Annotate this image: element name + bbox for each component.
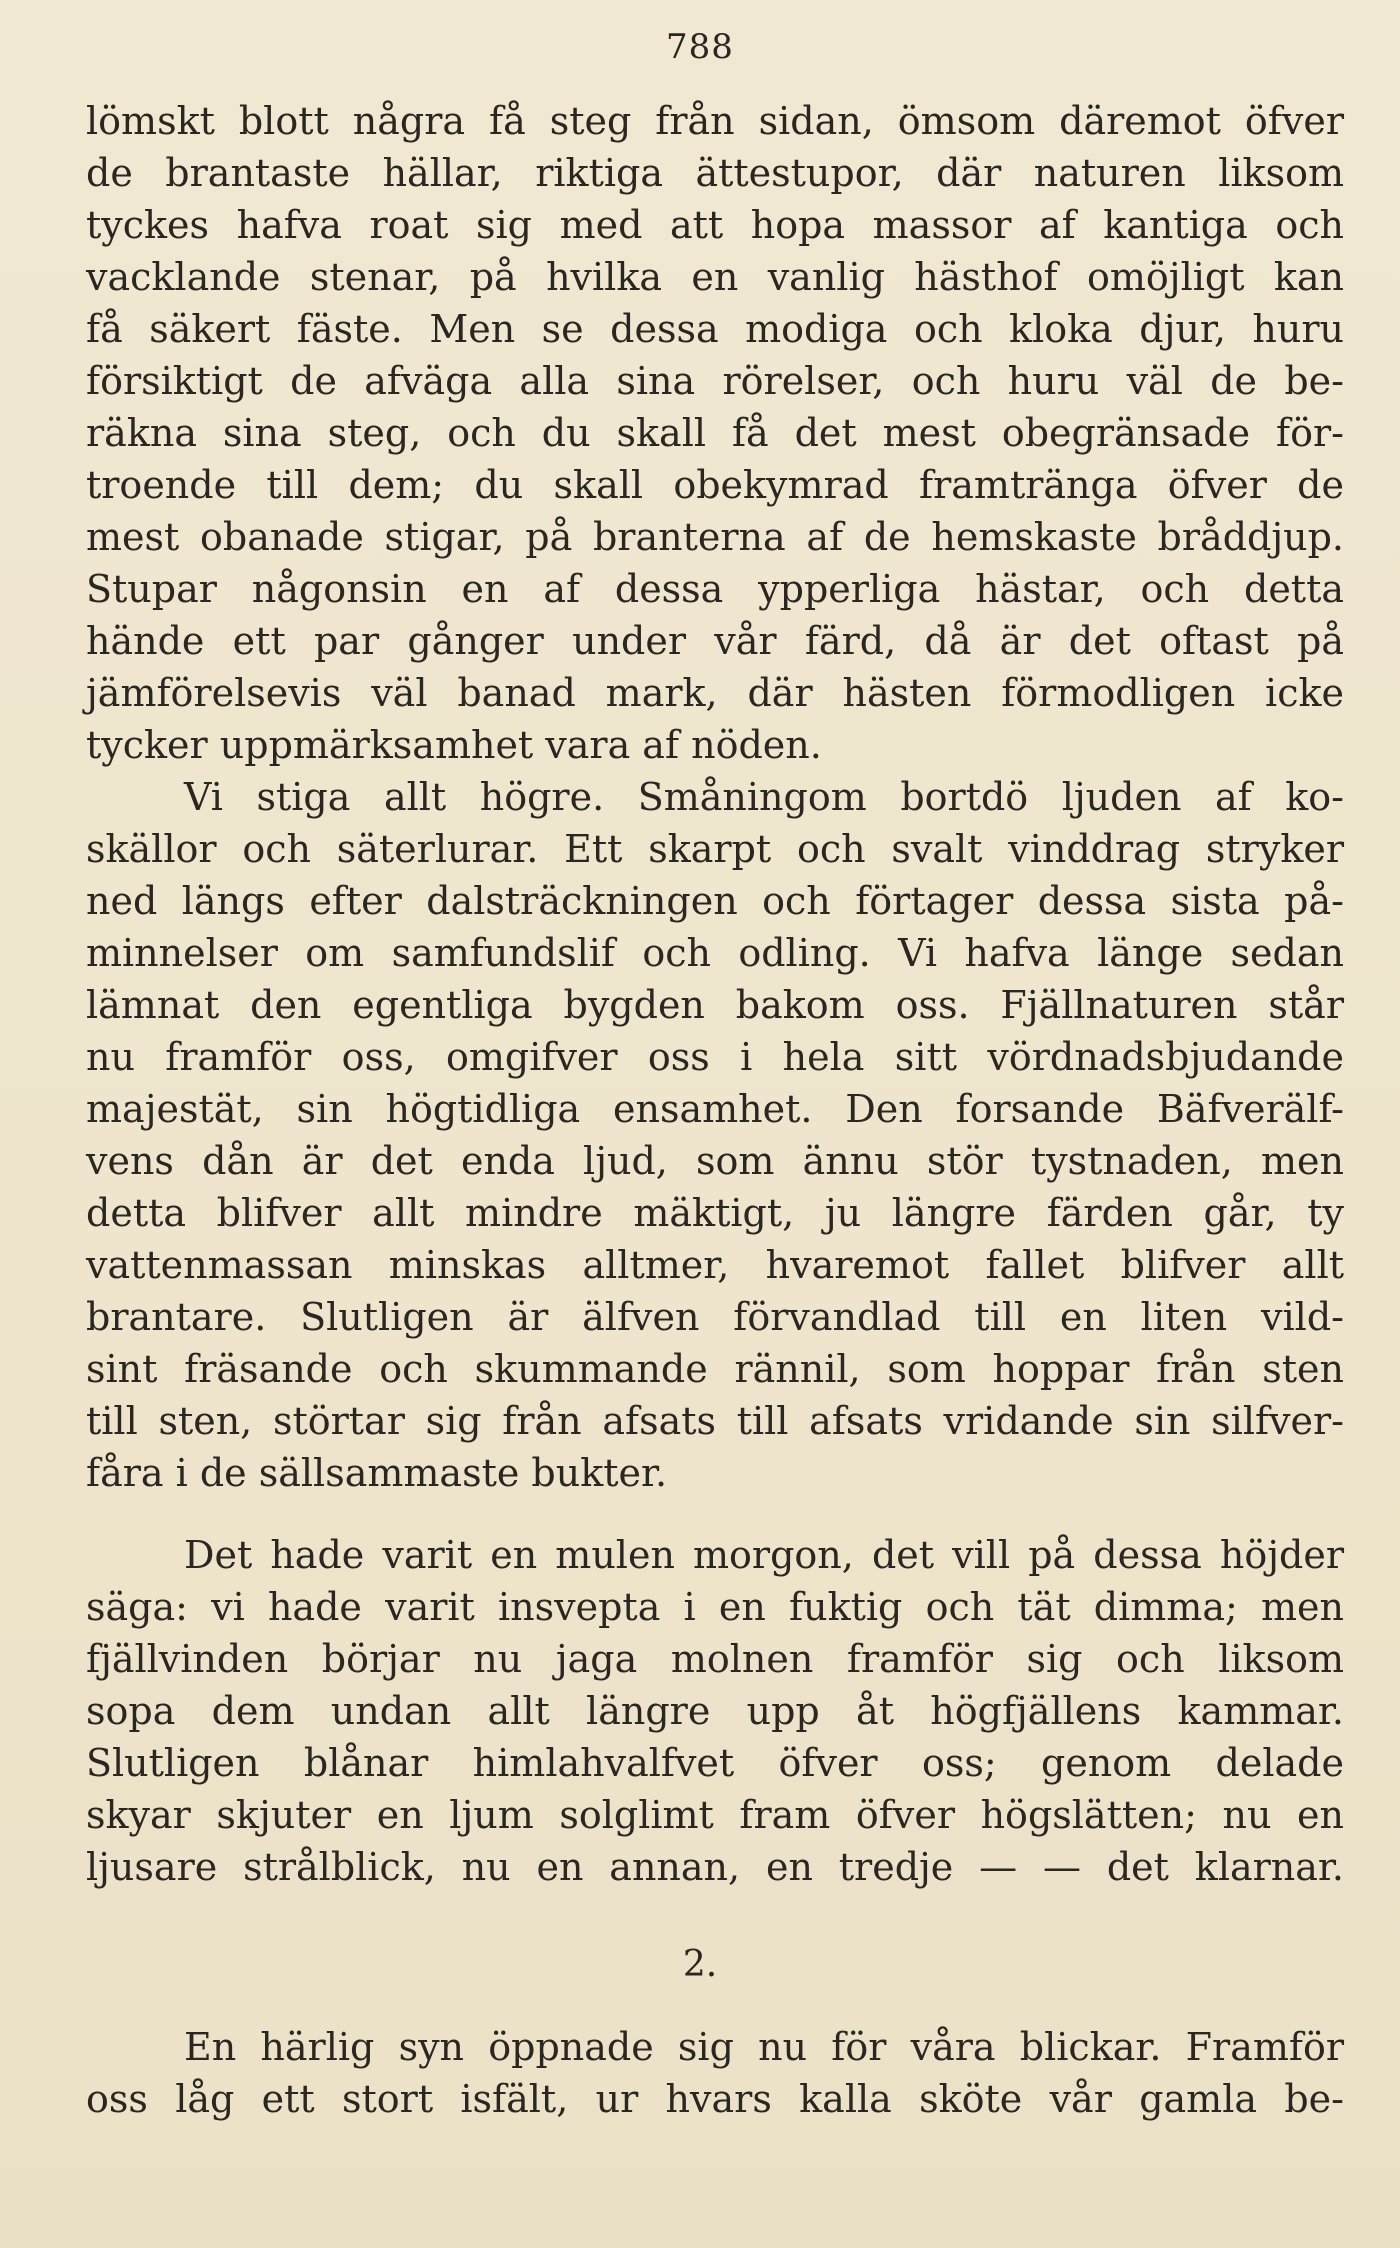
text-line: Det hade varit en mulen morgon, det vill på dessa höjder: [184, 1533, 1344, 1577]
text-line: vattenmassan minskas alltmer, hvaremot fallet blifver allt: [86, 1243, 1344, 1287]
text-line: Stupar någonsin en af dessa ypperliga hästar, och detta: [86, 567, 1344, 611]
text-line: troende till dem; du skall obekymrad framtränga öfver de: [86, 463, 1344, 507]
text-line: Vi stiga allt högre. Småningom bortdö ljuden af ko-: [184, 775, 1344, 819]
text-line: sint fräsande och skummande rännil, som hoppar från sten: [86, 1347, 1344, 1391]
text-line: En härlig syn öppnade sig nu för våra blickar. Framför: [184, 2025, 1344, 2069]
section-number: 2.: [682, 1944, 718, 1985]
text-line: skällor och säterlurar. Ett skarpt och svalt vinddrag stryker: [86, 827, 1344, 871]
text-line: försiktigt de afväga alla sina rörelser, och huru väl de be-: [86, 359, 1344, 403]
text-line: fjällvinden börjar nu jaga molnen framför sig och liksom: [86, 1637, 1344, 1681]
text-line: få säkert fäste. Men se dessa modiga och kloka djur, huru: [86, 307, 1344, 351]
text-line: oss låg ett stort isfält, ur hvars kalla sköte vår gamla be-: [86, 2077, 1344, 2121]
text-line: vacklande stenar, på hvilka en vanlig hästhof omöjligt kan: [86, 255, 1344, 299]
text-line: skyar skjuter en ljum solglimt fram öfver högslätten; nu en: [86, 1793, 1344, 1837]
text-line: mest obanade stigar, på branterna af de hemskaste bråddjup.: [86, 515, 1344, 559]
text-line: räkna sina steg, och du skall få det mest obegränsade för-: [86, 411, 1344, 455]
text-line: detta blifver allt mindre mäktigt, ju längre färden går, ty: [86, 1191, 1344, 1235]
text-line: minnelser om samfundslif och odling. Vi hafva länge sedan: [86, 931, 1344, 975]
text-line: säga: vi hade varit insvepta i en fuktig och tät dimma; men: [86, 1585, 1344, 1629]
text-line: sopa dem undan allt längre upp åt högfjällens kammar.: [86, 1689, 1344, 1733]
text-line: lämnat den egentliga bygden bakom oss. Fjällnaturen står: [86, 983, 1344, 1027]
text-line: tycker uppmärksamhet vara af nöden.: [86, 723, 822, 767]
text-line: de brantaste hällar, riktiga ättestupor, där naturen liksom: [86, 151, 1344, 195]
text-line: vens dån är det enda ljud, som ännu stör tystnaden, men: [86, 1139, 1344, 1183]
text-line: majestät, sin högtidliga ensamhet. Den forsande Bäfverälf-: [86, 1087, 1344, 1131]
text-line: jämförelsevis väl banad mark, där hästen förmodligen icke: [86, 671, 1344, 715]
text-line: ljusare strålblick, nu en annan, en tredje — — det klarnar.: [86, 1845, 1344, 1889]
text-line: brantare. Slutligen är älfven förvandlad till en liten vild-: [86, 1295, 1344, 1339]
text-line: tyckes hafva roat sig med att hopa massor af kantiga och: [86, 203, 1344, 247]
text-line: ned längs efter dalsträckningen och förtager dessa sista på-: [86, 879, 1344, 923]
text-line: fåra i de sällsammaste bukter.: [86, 1451, 668, 1495]
text-line: till sten, störtar sig från afsats till afsats vridande sin silfver-: [86, 1399, 1344, 1443]
page-number: 788: [666, 27, 734, 67]
text-line: Slutligen blånar himlahvalfvet öfver oss; genom delade: [86, 1741, 1344, 1785]
text-line: lömskt blott några få steg från sidan, ömsom däremot öfver: [86, 99, 1344, 143]
text-line: nu framför oss, omgifver oss i hela sitt vördnadsbjudande: [86, 1035, 1344, 1079]
text-line: hände ett par gånger under vår färd, då är det oftast på: [86, 619, 1344, 663]
